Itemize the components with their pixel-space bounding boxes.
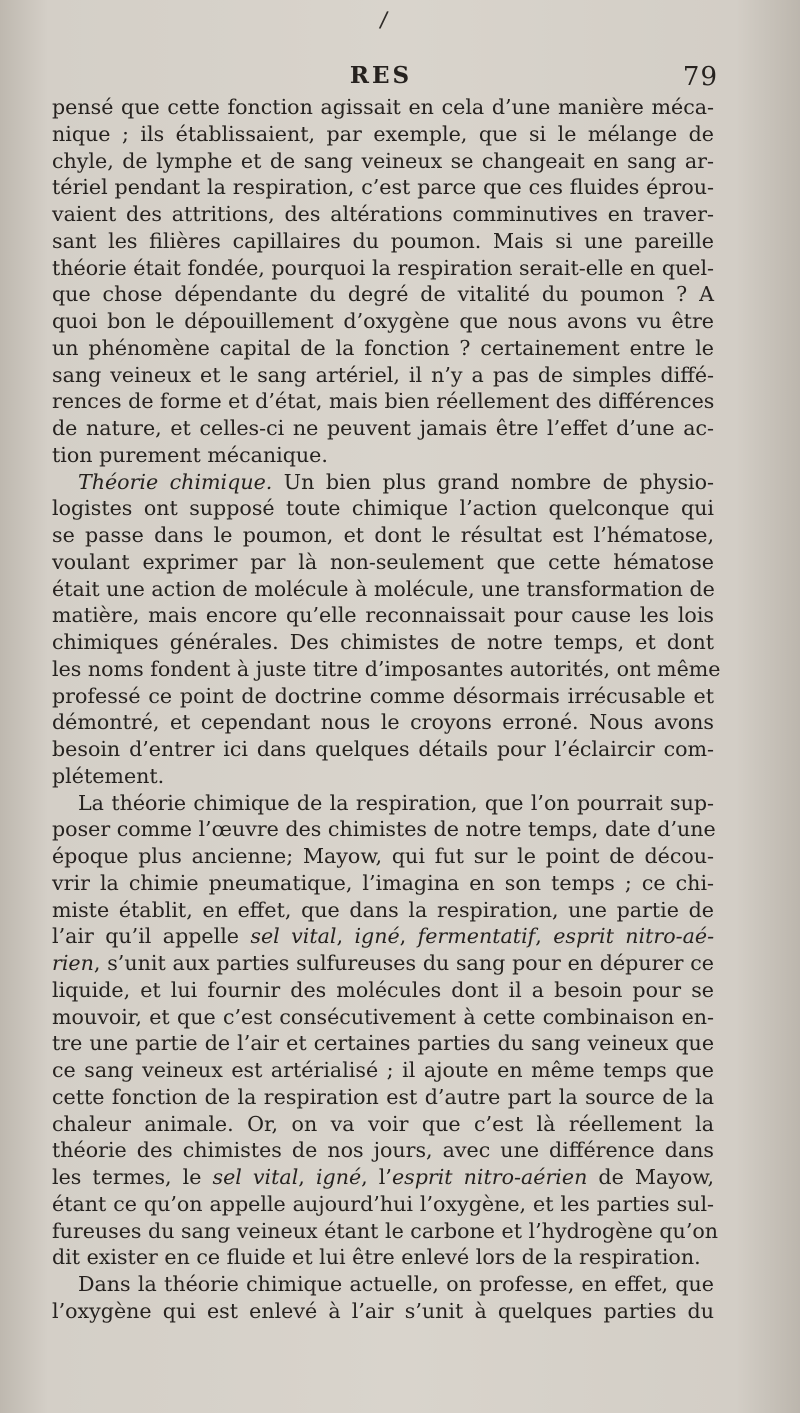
text-line: vrir la chimie pneumatique, l’imagina en son temps ; ce chi- [52, 870, 714, 895]
text-line: miste établit, en effet, que dans la respiration, une partie de [52, 897, 714, 922]
text-line: ce sang veineux est artérialisé ; il ajoute en même temps que [52, 1058, 714, 1082]
text-line: rien, s’unit aux parties sulfureuses du sang pour en dépurer ce [52, 951, 714, 975]
text-line: un phénomène capital de la fonction ? certainement entre le [52, 335, 714, 360]
text-line: que chose dépendante du degré de vitalité du poumon ? A [52, 282, 714, 307]
text-line: La théorie chimique de la respiration, que l’on pourrait sup- [78, 790, 714, 815]
text-line: chimiques générales. Des chimistes de notre temps, et dont [52, 630, 714, 654]
text-line: chyle, de lymphe et de sang veineux se changeait en sang ar- [52, 148, 714, 173]
text-line: théorie des chimistes de nos jours, avec une différence dans [52, 1138, 714, 1163]
text-line: démontré, et cependant nous le croyons erroné. Nous avons [52, 710, 714, 735]
text-line: les noms fondent à juste titre d’imposantes autorités, ont même [52, 656, 721, 681]
text-line: vaient des attritions, des altérations comminutives en traver- [52, 202, 714, 226]
text-line: l’air qu’il appelle sel vital, igné, fermentatif, esprit nitro-aé- [52, 924, 715, 949]
text-line: sant les filières capillaires du poumon. Mais si une pareille [52, 228, 714, 253]
text-line: se passe dans le poumon, et dont le résultat est l’hématose, [52, 523, 714, 547]
text-line: chaleur animale. Or, on va voir que c’est là réellement la [52, 1111, 714, 1136]
text-line: était une action de molécule à molécule, une transformation de [52, 576, 715, 601]
body-text [52, 94, 721, 1325]
text-line: liquide, et lui fournir des molécules dont il a besoin pour se [52, 977, 714, 1002]
text-line: besoin d’entrer ici dans quelques détails pour l’éclaircir com- [52, 737, 714, 761]
text-line: voulant exprimer par là non-seulement que cette hématose [52, 549, 714, 574]
text-line: sang veineux et le sang artériel, il n’y a pas de simples diffé- [52, 362, 714, 387]
page-number: 79 [682, 62, 718, 92]
text-line: fureuses du sang veineux étant le carbone et l’hydrogène qu’on [52, 1218, 719, 1243]
running-head-title: RES [349, 62, 413, 89]
text-line: nique ; ils établissaient, par exemple, que si le mélange de [52, 121, 714, 146]
running-head [50, 62, 718, 96]
text-line: théorie était fondée, pourquoi la respiration serait-elle en quel- [52, 255, 714, 280]
text-line: logistes ont supposé toute chimique l’action quelconque qui [52, 496, 714, 521]
text-line: dit exister en ce fluide et lui être enlevé lors de la respiration. [52, 1245, 701, 1270]
text-line: les termes, le sel vital, igné, l’esprit nitro-aérien de Mayow, [52, 1165, 715, 1189]
text-line: plétement. [52, 763, 165, 788]
text-line: tériel pendant la respiration, c’est parce que ces fluides éprou- [52, 175, 714, 200]
text-line: cette fonction de la respiration est d’autre part la source de la [52, 1084, 714, 1109]
text-line: mouvoir, et que c’est consécutivement à cette combinaison en- [52, 1004, 714, 1029]
text-line: pensé que cette fonction agissait en cela d’une manière méca- [52, 95, 714, 119]
text-line: de nature, et celles-ci ne peuvent jamais être l’effet d’une ac- [52, 416, 714, 440]
text-line: époque plus ancienne; Mayow, qui fut sur le point de décou- [52, 844, 714, 868]
text-line: l’oxygène qui est enlevé à l’air s’unit à quelques parties du [52, 1298, 714, 1323]
text-line: étant ce qu’on appelle aujourd’hui l’oxygène, et les parties sul- [52, 1191, 714, 1216]
text-line: rences de forme et d’état, mais bien réellement des différences [52, 389, 715, 414]
text-line: quoi bon le dépouillement d’oxygène que nous avons vu être [52, 309, 714, 333]
text-line: professé ce point de doctrine comme désormais irrécusable et [52, 683, 714, 708]
stray-pen-mark: / [378, 7, 390, 34]
text-line: Dans la théorie chimique actuelle, on professe, en effet, que [78, 1272, 714, 1296]
text-line: tre une partie de l’air et certaines parties du sang veineux que [52, 1031, 714, 1056]
text-line: tion purement mécanique. [52, 442, 328, 467]
text-line: poser comme l’œuvre des chimistes de notre temps, date d’une [52, 817, 716, 842]
section-heading-line: Théorie chimique. Un bien plus grand nombre de physio- [78, 469, 714, 494]
text-line: matière, mais encore qu’elle reconnaissait pour cause les lois [52, 603, 714, 628]
